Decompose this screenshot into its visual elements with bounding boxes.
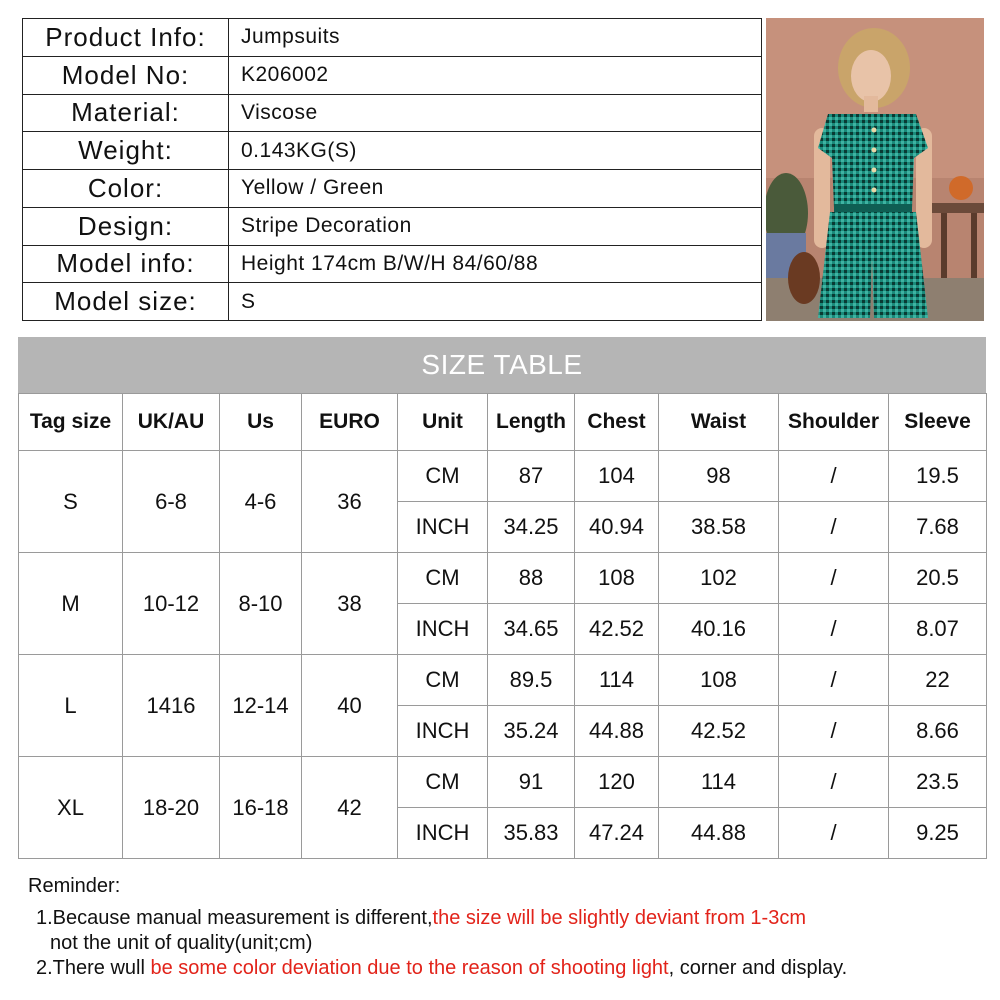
size-table-header-cell: Waist [659,394,779,451]
unit-cell: CM [398,757,488,808]
uk-au-size-cell: 10-12 [123,553,220,655]
waist-cell: 38.58 [659,502,779,553]
sleeve-cell: 23.5 [889,757,987,808]
size-table-header-cell: UK/AU [123,394,220,451]
chest-cell: 44.88 [575,706,659,757]
product-info-table [22,18,762,321]
length-cell: 34.65 [488,604,575,655]
unit-cell: CM [398,655,488,706]
size-table-header-row [19,394,987,451]
product-info-row [23,94,762,132]
size-table-header-cell: EURO [302,394,398,451]
tag-size-cell: S [19,451,123,553]
length-cell: 87 [488,451,575,502]
reminder-line-2 [28,956,988,981]
product-info-row [23,170,762,208]
shoulder-cell: / [779,808,889,859]
size-table-header-cell: Unit [398,394,488,451]
size-table-row [19,757,987,808]
product-info-value: Height 174cm B/W/H 84/60/88 [229,245,762,283]
product-info-value: 0.143KG(S) [229,132,762,170]
product-info-value: S [229,283,762,321]
size-table-header-cell: Chest [575,394,659,451]
product-info-label: Material: [23,94,229,132]
size-table-row [19,553,987,604]
product-info-value: K206002 [229,56,762,94]
shoulder-cell: / [779,451,889,502]
sleeve-cell: 7.68 [889,502,987,553]
size-table-row [19,451,987,502]
waist-cell: 40.16 [659,604,779,655]
size-table-row [19,655,987,706]
chest-cell: 104 [575,451,659,502]
unit-cell: CM [398,451,488,502]
shoulder-cell: / [779,502,889,553]
length-cell: 35.83 [488,808,575,859]
reminder-line-2-text-b: , corner and display. [668,957,848,979]
product-info-value: Stripe Decoration [229,207,762,245]
uk-au-size-cell: 1416 [123,655,220,757]
reminder-line-1 [28,906,988,931]
chest-cell: 42.52 [575,604,659,655]
waist-cell: 98 [659,451,779,502]
reminder-line-2-text-a: 2.There wull [36,957,151,979]
size-table-header-cell: Sleeve [889,394,987,451]
sleeve-cell: 20.5 [889,553,987,604]
model-photo [766,18,984,321]
shoulder-cell: / [779,706,889,757]
product-info-value: Jumpsuits [229,19,762,57]
size-table-header-cell: Shoulder [779,394,889,451]
euro-size-cell: 40 [302,655,398,757]
size-table-header-cell: Length [488,394,575,451]
unit-cell: CM [398,553,488,604]
tag-size-cell: M [19,553,123,655]
unit-cell: INCH [398,502,488,553]
sleeve-cell: 19.5 [889,451,987,502]
length-cell: 89.5 [488,655,575,706]
shoulder-cell: / [779,553,889,604]
chest-cell: 120 [575,757,659,808]
waist-cell: 42.52 [659,706,779,757]
shoulder-cell: / [779,757,889,808]
product-info-row [23,132,762,170]
us-size-cell: 16-18 [220,757,302,859]
sleeve-cell: 22 [889,655,987,706]
shoulder-cell: / [779,604,889,655]
chest-cell: 114 [575,655,659,706]
us-size-cell: 4-6 [220,451,302,553]
sleeve-cell: 8.07 [889,604,987,655]
reminder-line-2-highlight: be some color deviation due to the reason of shooting light [150,957,669,979]
product-info-label: Model No: [23,56,229,94]
length-cell: 88 [488,553,575,604]
size-table-title: SIZE TABLE [18,337,986,393]
product-info-label: Model info: [23,245,229,283]
sleeve-cell: 8.66 [889,706,987,757]
product-info-label: Weight: [23,132,229,170]
product-info-row [23,283,762,321]
reminder-section [28,875,988,981]
length-cell: 35.24 [488,706,575,757]
euro-size-cell: 38 [302,553,398,655]
unit-cell: INCH [398,706,488,757]
product-info-row [23,207,762,245]
size-table-header-cell: Tag size [19,394,123,451]
reminder-title: Reminder: [28,875,121,897]
us-size-cell: 8-10 [220,553,302,655]
unit-cell: INCH [398,808,488,859]
us-size-cell: 12-14 [220,655,302,757]
tag-size-cell: L [19,655,123,757]
sleeve-cell: 9.25 [889,808,987,859]
product-info-row [23,56,762,94]
chest-cell: 108 [575,553,659,604]
product-info-label: Product Info: [23,19,229,57]
product-info-value: Viscose [229,94,762,132]
reminder-line-1-text: 1.Because manual measurement is different, [36,907,433,929]
tag-size-cell: XL [19,757,123,859]
size-table-section [18,337,986,859]
waist-cell: 108 [659,655,779,706]
unit-cell: INCH [398,604,488,655]
reminder-line-1-continued: not the unit of quality(unit;cm) [50,932,313,954]
uk-au-size-cell: 18-20 [123,757,220,859]
size-table-header-cell: Us [220,394,302,451]
chest-cell: 40.94 [575,502,659,553]
length-cell: 34.25 [488,502,575,553]
shoulder-cell: / [779,655,889,706]
product-info-label: Design: [23,207,229,245]
length-cell: 91 [488,757,575,808]
uk-au-size-cell: 6-8 [123,451,220,553]
euro-size-cell: 42 [302,757,398,859]
euro-size-cell: 36 [302,451,398,553]
product-info-row [23,19,762,57]
waist-cell: 102 [659,553,779,604]
waist-cell: 44.88 [659,808,779,859]
product-info-row [23,245,762,283]
product-info-label: Model size: [23,283,229,321]
size-table [18,393,987,859]
waist-cell: 114 [659,757,779,808]
reminder-line-1-highlight: the size will be slightly deviant from 1-3cm [432,907,806,929]
product-info-label: Color: [23,170,229,208]
product-info-value: Yellow / Green [229,170,762,208]
chest-cell: 47.24 [575,808,659,859]
